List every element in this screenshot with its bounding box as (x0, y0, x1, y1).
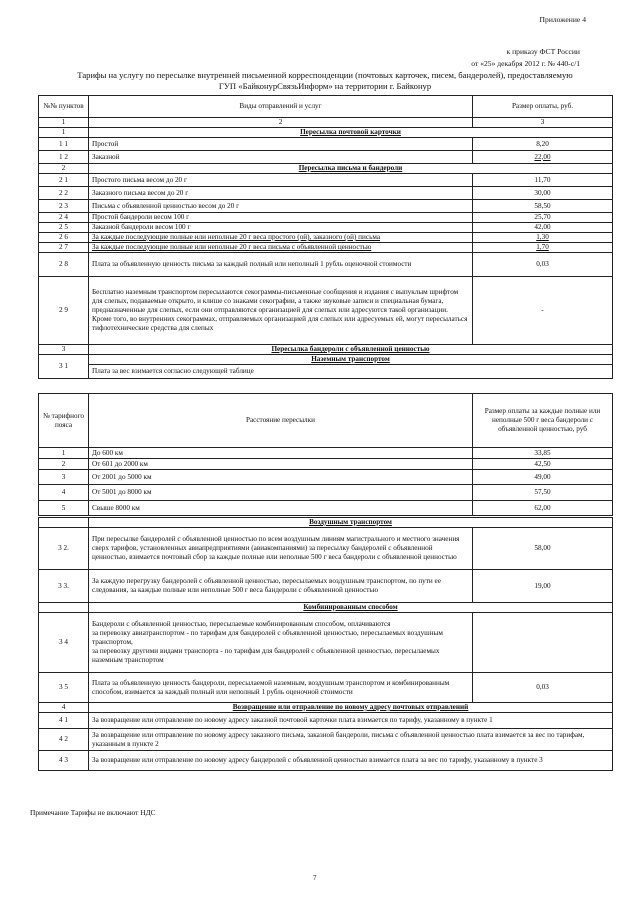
subsection-row (39, 355, 613, 365)
table-row (39, 459, 613, 470)
distance-table (38, 393, 613, 516)
row-num: 2 2 (39, 187, 89, 200)
row-num: 2 5 (39, 223, 89, 233)
table-row (39, 570, 613, 603)
row-service: Простой бандероли весом 100 г (89, 213, 473, 223)
header-line-1: Приложение 4 (539, 15, 586, 24)
row-num: 2 7 (39, 243, 89, 253)
section-title: Пересылка письма и бандероли (89, 164, 613, 174)
row-num: 4 1 (39, 713, 89, 729)
table-row (39, 233, 613, 243)
row-num: 2 4 (39, 213, 89, 223)
tariff-table (38, 95, 613, 379)
numbering-cell: 3 (473, 118, 613, 128)
table-header-row (39, 394, 613, 448)
row-price: 25,70 (473, 213, 613, 223)
subsection-title: Наземным транспортом (89, 355, 613, 365)
table-row (39, 223, 613, 233)
table-row (39, 713, 613, 729)
table-row (39, 151, 613, 164)
row-price: 8,20 (473, 138, 613, 151)
section-num: 4 (39, 703, 89, 713)
row-num: 2 9 (39, 277, 89, 345)
price-cell: 57,50 (473, 485, 613, 501)
row-price: 1,70 (473, 243, 613, 253)
row-text: За каждую перегрузку бандеролей с объявленной ценностью, пересылаемых воздушным транспортом, по пути ее следования, за каждые полные или неполные 500 г веса бандероли с объявленной ценностью (89, 570, 473, 603)
combined-paragraph: за перевозку другими видами транспорта - по тарифам для бандеролей с объявленной ценностью, пересылаемых наземным транспортом (92, 647, 440, 664)
table-row (39, 200, 613, 213)
row-text: Плата за объявленную ценность бандероли, пересылаемой наземным, воздушным транспортом и комбинированным способом, взимается за каждый полный или неполный 1 рубль оценочной стоимости (89, 673, 473, 703)
numbering-row (39, 118, 613, 128)
row-num: 2 6 (39, 233, 89, 243)
table-row (39, 673, 613, 703)
row-service: Простого письма весом до 20 г (89, 174, 473, 187)
row-num: 3 5 (39, 673, 89, 703)
combined-paragraph: Бандероли с объявленной ценностью, пересылаемые комбинированным способом, оплачиваются (92, 620, 391, 628)
row-price: 58,50 (473, 200, 613, 213)
section-num: 3 (39, 345, 89, 355)
price-cell: 49,00 (473, 470, 613, 485)
row-price (473, 613, 613, 673)
row-service: Заказного письма весом до 20 г (89, 187, 473, 200)
row-num: 3 1 (39, 355, 89, 379)
col-header-price: Размер оплаты за каждые полные или неполные 500 г веса бандероли с объявленной ценностью, руб (473, 394, 613, 448)
row-price: - (473, 277, 613, 345)
row-text: За возвращение или отправление по новому адресу бандеролей с объявленной ценностью взимается плата за вес по тарифу, указанному в пункте 3 (89, 751, 613, 771)
table-row (39, 485, 613, 501)
col-header-distance: Расстояние пересылки (89, 394, 473, 448)
distance-cell: От 5001 до 8000 км (89, 485, 473, 501)
col-header-service: Виды отправлений и услуг (89, 96, 473, 118)
row-price: 0,03 (473, 253, 613, 277)
section-row (39, 164, 613, 174)
subsection-title: Комбинированным способом (89, 603, 613, 613)
zone-cell: 3 (39, 470, 89, 485)
row-text (89, 613, 473, 673)
row-num: 3 4 (39, 613, 89, 673)
table-row (39, 448, 613, 459)
section-title: Возвращение или отправление по новому адресу почтовых отправлений (89, 703, 613, 713)
row-price: 11,70 (473, 174, 613, 187)
footnote: Примечание Тарифы не включают НДС (30, 808, 156, 817)
section-num: 2 (39, 164, 89, 174)
section-title: Пересылка бандероли с объявленной ценностью (89, 345, 613, 355)
header-line-2: к приказу ФСТ России (506, 47, 580, 56)
distance-cell: От 601 до 2000 км (89, 459, 473, 470)
col-header-num: №№ пунктов (39, 96, 89, 118)
row-service: За каждые последующие полные или неполные 20 г веса письма с объявленной ценностью (89, 243, 473, 253)
table-header-row (39, 96, 613, 118)
price-cell: 62,00 (473, 501, 613, 516)
table-row (39, 751, 613, 771)
row-num: 3 3. (39, 570, 89, 603)
header-line-3: от «25» декабря 2012 г. № 440-с/1 (471, 59, 580, 68)
table-row (39, 501, 613, 516)
table-row (39, 528, 613, 570)
empty-cell (39, 603, 89, 613)
row-num: 1 2 (39, 151, 89, 164)
price-cell: 33,85 (473, 448, 613, 459)
row-price: 58,00 (473, 528, 613, 570)
title-line-1: Тарифы на услугу по пересылке внутренней письменной корреспонденции (почтовых карточек, писем, бандеролей), предоставляемую (77, 70, 573, 80)
numbering-cell: 1 (39, 118, 89, 128)
table-row (39, 365, 613, 379)
document-title (30, 70, 620, 92)
air-combined-table (38, 517, 613, 771)
table-row (39, 729, 613, 751)
table-row (39, 470, 613, 485)
row-text: За возвращение или отправление по новому адресу заказного письма, заказной бандероли, письма с объявленной ценностью плата взимается за вес по тарифам, указанным в пункте 2 (89, 729, 613, 751)
row-price: 42,00 (473, 223, 613, 233)
row-num: 2 8 (39, 253, 89, 277)
row-text: За возвращение или отправление по новому адресу заказной почтовой карточки плата взимается по тарифу, указанному в пункте 1 (89, 713, 613, 729)
table-row (39, 213, 613, 223)
row-price: 19,00 (473, 570, 613, 603)
page-number: 7 (313, 874, 317, 882)
col-header-zone: № тарифного пояса (39, 394, 89, 448)
section-num: 1 (39, 128, 89, 138)
numbering-cell: 2 (89, 118, 473, 128)
row-service: Письма с объявленной ценностью весом до 20 г (89, 200, 473, 213)
zone-cell: 1 (39, 448, 89, 459)
table-row (39, 174, 613, 187)
row-service: Простой (89, 138, 473, 151)
title-line-2: ГУП «БайконурСвязьИнформ» на территории г. Байконур (218, 81, 432, 91)
table-row (39, 613, 613, 673)
subsection-title: Воздушным транспортом (89, 518, 613, 528)
table-row (39, 138, 613, 151)
distance-cell: Свыше 8000 км (89, 501, 473, 516)
row-price: 30,00 (473, 187, 613, 200)
row-price: 1,30 (473, 233, 613, 243)
distance-cell: До 600 км (89, 448, 473, 459)
subsection-row (39, 518, 613, 528)
row-num: 4 2 (39, 729, 89, 751)
row-num: 3 2. (39, 528, 89, 570)
row-service: Бесплатно наземным транспортом пересылаются секограммы-письменные сообщения и издания с выпуклым шрифтом для слепых, подаваемые открыто, и клише со знаками секографии, а также звуковые записи и специальная бумага, предназначенные для слепых, если они отправляются организацией для слепых или адресуются такой организации. Кроме того, во внутренних секограммах, отправляемых организацией для слепых или адресуемых ей, могут пересылаться тифлотехнические средства для слепых (89, 277, 473, 345)
row-price: 22,00 (473, 151, 613, 164)
combined-paragraph: за перевозку авиатранспортом - по тарифам для бандеролей с объявленной ценностью, пересылаемых воздушным транспортом, (92, 629, 443, 646)
distance-cell: От 2001 до 5000 км (89, 470, 473, 485)
table-row (39, 277, 613, 345)
section-row (39, 345, 613, 355)
section-row (39, 703, 613, 713)
subsection-row (39, 603, 613, 613)
row-service: Плата за объявленную ценность письма за каждый полный или неполный 1 рубль оценочной стоимости (89, 253, 473, 277)
price-cell: 42,50 (473, 459, 613, 470)
table-row (39, 243, 613, 253)
col-header-price: Размер оплаты, руб. (473, 96, 613, 118)
zone-cell: 4 (39, 485, 89, 501)
section-row (39, 128, 613, 138)
row-num: 2 3 (39, 200, 89, 213)
table-row (39, 187, 613, 200)
section-title: Пересылка почтовой карточки (89, 128, 613, 138)
zone-cell: 5 (39, 501, 89, 516)
row-num: 1 1 (39, 138, 89, 151)
row-text: Плата за вес взимается согласно следующей таблице (89, 365, 613, 379)
row-num: 2 1 (39, 174, 89, 187)
empty-cell (39, 518, 89, 528)
table-row (39, 253, 613, 277)
row-service: Заказной (89, 151, 473, 164)
row-text: При пересылке бандеролей с объявленной ценностью по всем воздушным линиям магистрального и местного значения сверх тарифов, установленных авиапредприятиями (авиакомпаниями) за пересылку бандеролей с объявленной ценностью, взимается почтовый сбор за каждые полные или неполные 500 г веса бандероли с объявленной ценностью (89, 528, 473, 570)
row-service: Заказной бандероли весом 100 г (89, 223, 473, 233)
row-price: 0,03 (473, 673, 613, 703)
row-service: За каждые последующие полные или неполные 20 г веса простого (ой), заказного (ой) письма (89, 233, 473, 243)
zone-cell: 2 (39, 459, 89, 470)
row-num: 4 3 (39, 751, 89, 771)
